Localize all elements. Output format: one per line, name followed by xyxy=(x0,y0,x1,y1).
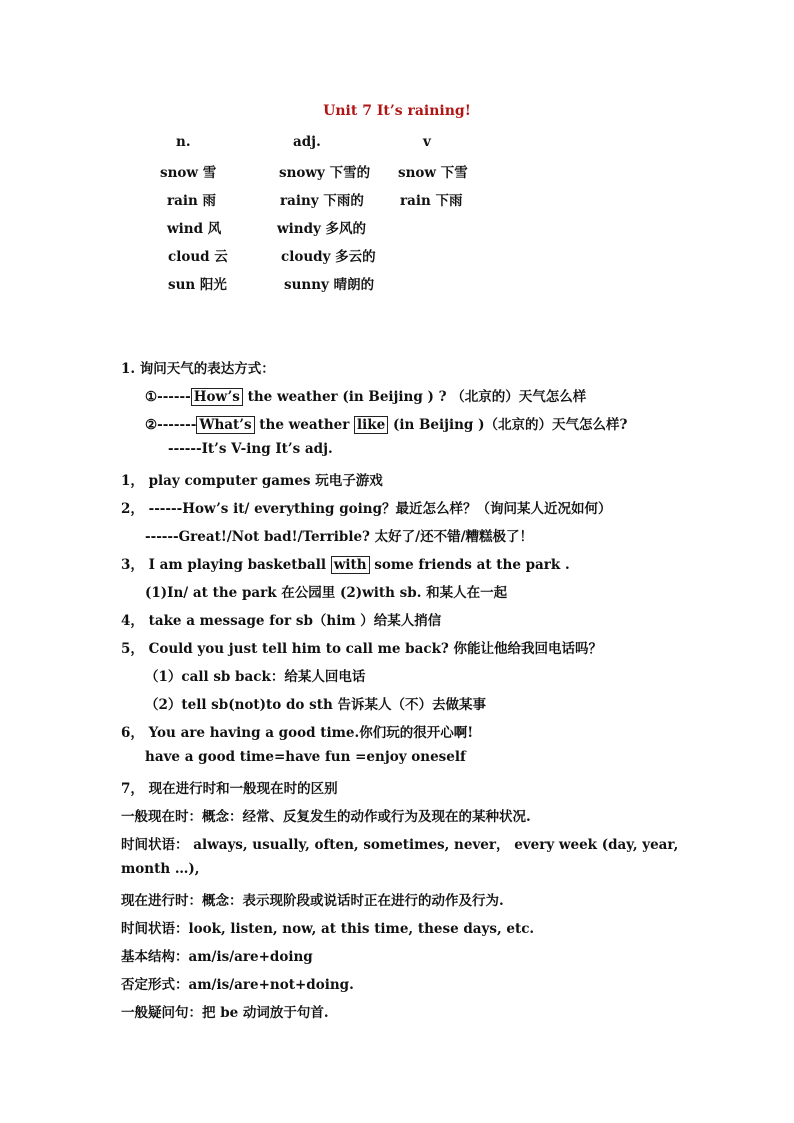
text-line: (1)In/ at the park 在公园里 (2)with sb. 和某人在一起 xyxy=(145,585,508,601)
boxed-word: with xyxy=(331,556,370,574)
vocab-noun: sun 阳光 xyxy=(168,277,227,293)
text-line: 1， play computer games 玩电子游戏 xyxy=(121,473,383,489)
vocab-verb: rain 下雨 xyxy=(400,193,463,209)
text-line: 时间状语： always, usually, often, sometimes, never， every week (day, year, xyxy=(121,837,679,853)
vocab-adj: windy 多风的 xyxy=(277,221,367,237)
expression-line xyxy=(145,413,627,433)
text-line: ------Great!/Not bad!/Terrible? 太好了/还不错/糟糕极了！ xyxy=(145,529,534,545)
text-line: 一般现在时：概念：经常、反复发生的动作或行为及现在的某种状况. xyxy=(121,809,531,825)
boxed-word: How’s xyxy=(191,388,243,406)
text-line: have a good time=have fun =enjoy oneself xyxy=(145,749,466,765)
text-line: （1）call sb back：给某人回电话 xyxy=(145,669,366,685)
text-line: 基本结构：am/is/are+doing xyxy=(121,949,313,965)
vocab-noun: rain 雨 xyxy=(167,193,217,209)
line-text: the weather (in Beijing ) ? （北京的）天气怎么样 xyxy=(242,389,587,405)
text-line: 时间状语：look, listen, now, at this time, these days, etc. xyxy=(121,921,535,937)
text-line: 现在进行时：概念：表示现阶段或说话时正在进行的动作及行为. xyxy=(121,893,504,909)
vocab-header-adj: adj. xyxy=(293,134,321,150)
circled-number: ②------- xyxy=(145,417,197,433)
unit-title: Unit 7 It’s raining! xyxy=(323,103,471,119)
text-line: 一般疑问句：把 be 动词放于句首. xyxy=(121,1005,329,1021)
text-line: （2）tell sb(not)to do sth 告诉某人（不）去做某事 xyxy=(145,697,486,713)
vocab-noun: snow 雪 xyxy=(160,165,217,181)
section-heading: 1. 询问天气的表达方式： xyxy=(121,361,275,377)
expression-line xyxy=(145,385,586,405)
text-line: 否定形式：am/is/are+not+doing. xyxy=(121,977,354,993)
line-text: (in Beijing )（北京的）天气怎么样? xyxy=(388,417,628,433)
text-line: 6， You are having a good time.你们玩的很开心啊! xyxy=(121,725,474,741)
text-line: 7， 现在进行时和一般现在时的区别 xyxy=(121,781,338,797)
vocab-adj: snowy 下雪的 xyxy=(279,165,371,181)
line-text: some friends at the park . xyxy=(369,557,570,573)
line-text: 3， I am playing basketball xyxy=(121,557,331,573)
circled-number: ①------ xyxy=(145,389,191,405)
vocab-verb: snow 下雪 xyxy=(398,165,468,181)
vocab-header-noun: n. xyxy=(176,134,191,150)
text-line xyxy=(121,553,570,573)
boxed-word: What’s xyxy=(196,416,254,434)
text-line: 2， ------How’s it/ everything going？最近怎么样？（询问某人近况如何） xyxy=(121,501,612,517)
text-line: ------It’s V-ing It’s adj. xyxy=(168,441,333,457)
vocab-noun: cloud 云 xyxy=(168,249,228,265)
vocab-noun: wind 风 xyxy=(167,221,222,237)
vocab-header-verb: v xyxy=(423,134,431,150)
vocab-adj: rainy 下雨的 xyxy=(280,193,364,209)
vocab-adj: cloudy 多云的 xyxy=(281,249,376,265)
text-line: 5， Could you just tell him to call me back? 你能让他给我回电话吗？ xyxy=(121,641,603,657)
line-text: the weather xyxy=(254,417,355,433)
vocab-adj: sunny 晴朗的 xyxy=(284,277,375,293)
text-line: month …), xyxy=(121,861,200,877)
text-line: 4， take a message for sb（him ）给某人捎信 xyxy=(121,613,442,629)
boxed-word: like xyxy=(354,416,388,434)
